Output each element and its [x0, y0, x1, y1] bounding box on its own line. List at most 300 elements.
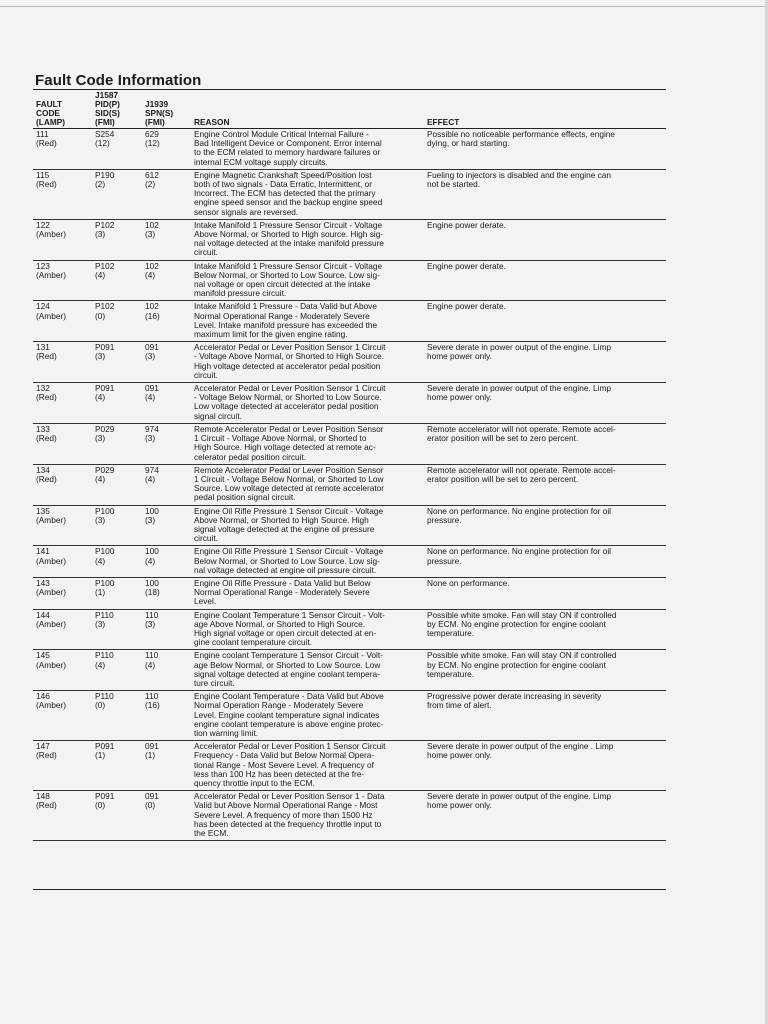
table-row — [33, 129, 666, 170]
reason-line: Accelerator Pedal or Lever Position Sensor 1 Circuit — [194, 342, 386, 353]
reason-line: Below Normal, or Shorted to Low Source. Low sig- — [194, 555, 380, 566]
reason-line: Level. Engine coolant temperature signal indicates — [194, 709, 380, 720]
effect-line: temperature. — [427, 627, 475, 638]
header-line: FAULT — [36, 99, 63, 109]
reason-line: Normal Operational Range - Moderately Severe — [194, 587, 370, 598]
j1587-line: P029 — [95, 423, 115, 434]
reason-line: both of two signals - Data Erratic, Intermittent, or — [194, 179, 372, 190]
fault-code-line: 145 — [36, 650, 50, 661]
header-j1587 — [92, 91, 142, 129]
reason-line: - Voltage Below Normal, or Shorted to Low Source. — [194, 392, 382, 403]
j1939-cell — [142, 577, 191, 609]
reason-line: Engine coolant Temperature 1 Sensor Circuit - Volt- — [194, 650, 383, 661]
fault-code-line: (Amber) — [36, 659, 66, 670]
reason-line: manifold pressure circuit. — [194, 288, 287, 299]
j1587-line: P102 — [95, 219, 115, 230]
j1939-line: 102 — [145, 260, 159, 271]
header-line: (FMI) — [145, 117, 165, 127]
reason-cell — [191, 546, 424, 578]
effect-line: Engine power derate. — [427, 219, 506, 230]
reason-line: Below Normal, or Shorted to Low Source. Low sig- — [194, 269, 380, 280]
j1587-line: (3) — [95, 229, 106, 240]
fault-code-cell — [33, 219, 92, 260]
j1587-line: P102 — [95, 260, 115, 271]
reason-line: engine speed sensor and the backup engine speed — [194, 197, 383, 208]
effect-cell — [424, 383, 666, 424]
header-line: SPN(S) — [145, 108, 174, 118]
fault-code-cell — [33, 741, 92, 791]
fault-code-cell — [33, 546, 92, 578]
reason-line: engine coolant temperature is above engine protec- — [194, 718, 384, 729]
reason-line: Engine Oil Rifle Pressure 1 Sensor Circuit - Voltage — [194, 546, 384, 557]
fault-code-cell — [33, 577, 92, 609]
j1587-cell — [92, 423, 142, 464]
effect-cell — [424, 650, 666, 691]
j1939-line: 612 — [145, 169, 159, 180]
reason-line: 1 Circuit - Voltage Above Normal, or Shorted to — [194, 433, 367, 444]
j1939-cell — [142, 791, 191, 841]
reason-cell — [191, 609, 424, 650]
fault-code-line: (Amber) — [36, 229, 66, 240]
fault-code-line: 122 — [36, 219, 50, 230]
fault-rows — [33, 129, 666, 841]
j1939-line: (3) — [145, 514, 156, 525]
j1587-line: (0) — [95, 310, 106, 321]
j1587-line: P102 — [95, 301, 115, 312]
effect-line: temperature. — [427, 668, 475, 679]
table-row — [33, 505, 666, 546]
effect-line: by ECM. No engine protection for engine coolant — [427, 618, 606, 629]
reason-line: Above Normal, or Shorted to High source. High sig- — [194, 229, 384, 240]
effect-cell — [424, 546, 666, 578]
effect-line: erator position will be set to zero percent. — [427, 433, 579, 444]
reason-line: High Source. High voltage detected at remote ac- — [194, 442, 376, 453]
fault-code-line: 135 — [36, 505, 50, 516]
header-line: (FMI) — [95, 117, 115, 127]
effect-line: Possible no noticeable performance effects, engine — [427, 129, 616, 139]
effect-cell — [424, 301, 666, 342]
header-fault-code — [33, 91, 92, 129]
effect-line: None on performance. No engine protection for oil — [427, 546, 612, 557]
table-row — [33, 169, 666, 219]
j1587-line: P029 — [95, 464, 115, 475]
effect-line: Possible white smoke. Fan will stay ON if controlled — [427, 609, 617, 620]
j1587-line: (1) — [95, 587, 106, 598]
reason-line: circuit. — [194, 247, 218, 258]
reason-cell — [191, 219, 424, 260]
j1939-cell — [142, 301, 191, 342]
j1587-line: (3) — [95, 351, 106, 362]
reason-line: Engine Magnetic Crankshaft Speed/Position lost — [194, 169, 372, 180]
bottom-rule — [33, 889, 666, 890]
j1587-line: P110 — [95, 650, 114, 661]
fault-code-line: 134 — [36, 464, 50, 475]
table-row — [33, 546, 666, 578]
fault-code-line: 123 — [36, 260, 50, 271]
effect-line: by ECM. No engine protection for engine coolant — [427, 659, 606, 670]
reason-line: maximum limit for the given engine rating. — [194, 329, 348, 340]
fault-code-cell — [33, 609, 92, 650]
fault-code-line: (Amber) — [36, 310, 66, 321]
header-line: (LAMP) — [36, 117, 66, 127]
fault-code-table — [33, 91, 666, 841]
fault-code-cell — [33, 505, 92, 546]
j1587-cell — [92, 342, 142, 383]
effect-cell — [424, 260, 666, 301]
reason-line: quency throttle input to the ECM. — [194, 778, 315, 788]
fault-code-cell — [33, 342, 92, 383]
reason-cell — [191, 650, 424, 691]
effect-line: home power only. — [427, 750, 492, 761]
header-reason — [191, 91, 424, 129]
effect-cell — [424, 577, 666, 609]
table-row — [33, 383, 666, 424]
j1939-line: (4) — [145, 392, 156, 403]
fault-code-line: 141 — [36, 546, 50, 557]
header-line: J1587 — [95, 90, 119, 100]
j1939-cell — [142, 650, 191, 691]
reason-cell — [191, 260, 424, 301]
reason-cell — [191, 791, 424, 841]
fault-code-line: (Red) — [36, 179, 57, 190]
reason-cell — [191, 691, 424, 741]
reason-cell — [191, 741, 424, 791]
reason-line: celerator pedal position circuit. — [194, 451, 307, 462]
reason-line: sensor signals are reversed. — [194, 206, 299, 217]
reason-line: Frequency - Data Valid but Below Normal Opera- — [194, 750, 375, 761]
reason-line: nal voltage or open circuit detected at the intake — [194, 279, 371, 290]
reason-line: Remote Accelerator Pedal or Lever Position Sensor — [194, 464, 384, 475]
reason-line: signal circuit. — [194, 410, 242, 421]
j1587-cell — [92, 741, 142, 791]
j1587-cell — [92, 169, 142, 219]
reason-cell — [191, 383, 424, 424]
reason-line: - Voltage Above Normal, or Shorted to High Source. — [194, 351, 385, 362]
j1587-cell — [92, 546, 142, 578]
effect-line: from time of alert. — [427, 700, 492, 711]
fault-code-cell — [33, 169, 92, 219]
j1587-line: P091 — [95, 791, 115, 802]
j1939-line: 974 — [145, 423, 159, 434]
j1939-line: (16) — [145, 700, 160, 711]
effect-cell — [424, 741, 666, 791]
j1587-line: (1) — [95, 750, 106, 761]
reason-line: Engine Coolant Temperature - Data Valid but Above — [194, 691, 384, 702]
reason-line: to the ECM related to memory hardware failures or — [194, 147, 381, 158]
j1939-line: (1) — [145, 750, 156, 761]
j1587-cell — [92, 129, 142, 170]
fault-code-line: (Red) — [36, 138, 57, 149]
reason-line: Engine Control Module Critical Internal Failure - — [194, 129, 369, 139]
effect-line: Severe derate in power output of the engine. Limp — [427, 383, 612, 394]
table-row — [33, 464, 666, 505]
reason-line: tional Range - Most Severe Level. A frequency of — [194, 759, 374, 770]
j1587-line: P100 — [95, 505, 115, 516]
reason-line: signal voltage detected at the engine oil pressure — [194, 523, 375, 534]
effect-cell — [424, 505, 666, 546]
reason-line: age Above Normal, or Shorted to High Source. — [194, 618, 366, 629]
effect-line: Remote accelerator will not operate. Remote accel- — [427, 423, 616, 434]
j1939-line: 974 — [145, 464, 159, 475]
fault-code-line: (Amber) — [36, 618, 66, 629]
reason-cell — [191, 577, 424, 609]
effect-cell — [424, 169, 666, 219]
j1587-line: P091 — [95, 741, 115, 752]
table-row — [33, 791, 666, 841]
effect-line: home power only. — [427, 351, 492, 362]
fault-code-line: 143 — [36, 577, 50, 588]
reason-cell — [191, 423, 424, 464]
j1587-cell — [92, 577, 142, 609]
j1939-cell — [142, 691, 191, 741]
reason-line: Bad Intelligent Device or Component. Error internal — [194, 138, 382, 149]
reason-cell — [191, 301, 424, 342]
effect-line: Severe derate in power output of the engine . Limp — [427, 741, 614, 752]
table-row — [33, 609, 666, 650]
effect-cell — [424, 342, 666, 383]
table-row — [33, 741, 666, 791]
fault-code-line: 111 — [36, 129, 49, 139]
j1587-line: P091 — [95, 342, 115, 353]
fault-code-cell — [33, 650, 92, 691]
effect-cell — [424, 423, 666, 464]
fault-code-line: (Amber) — [36, 700, 66, 711]
reason-cell — [191, 342, 424, 383]
reason-line: High signal voltage or open circuit detected at en- — [194, 627, 377, 638]
j1939-cell — [142, 169, 191, 219]
reason-line: has been detected at the frequency throttle input to — [194, 818, 382, 829]
j1939-cell — [142, 342, 191, 383]
j1939-line: (4) — [145, 473, 156, 484]
j1939-line: (4) — [145, 269, 156, 280]
effect-cell — [424, 791, 666, 841]
j1587-cell — [92, 691, 142, 741]
fault-code-line: 148 — [36, 791, 50, 802]
effect-cell — [424, 691, 666, 741]
effect-line: pressure. — [427, 555, 462, 566]
effect-cell — [424, 464, 666, 505]
reason-line: 1 Circuit - Voltage Below Normal, or Shorted to Low — [194, 473, 384, 484]
reason-line: Remote Accelerator Pedal or Lever Position Sensor — [194, 423, 384, 434]
fault-code-line: (Amber) — [36, 587, 66, 598]
reason-line: Normal Operation Range - Moderately Severe — [194, 700, 364, 711]
effect-line: home power only. — [427, 800, 492, 811]
reason-line: the ECM. — [194, 828, 229, 839]
effect-line: Severe derate in power output of the engine. Limp — [427, 342, 612, 353]
reason-line: Engine Oil Rifle Pressure 1 Sensor Circuit - Voltage — [194, 505, 384, 516]
effect-line: Progressive power derate increasing in severity — [427, 691, 602, 702]
j1587-cell — [92, 791, 142, 841]
j1939-line: (2) — [145, 179, 156, 190]
j1587-line: (3) — [95, 618, 106, 629]
fault-code-line: (Red) — [36, 392, 57, 403]
header-line: CODE — [36, 108, 60, 118]
fault-code-line: (Red) — [36, 473, 57, 484]
j1587-cell — [92, 650, 142, 691]
reason-line: Accelerator Pedal or Lever Position Sensor 1 - Data — [194, 791, 385, 802]
j1587-line: P091 — [95, 383, 115, 394]
j1939-cell — [142, 129, 191, 170]
reason-line: Incorrect. The ECM has detected that the primary — [194, 188, 376, 199]
reason-line: tion warning limit. — [194, 727, 259, 738]
j1939-line: 110 — [145, 609, 159, 620]
j1587-line: S254 — [95, 129, 115, 139]
reason-line: Normal Operational Range - Moderately Severe — [194, 310, 370, 321]
table-header-row — [33, 91, 666, 129]
fault-code-line: (Red) — [36, 433, 57, 444]
j1587-line: (2) — [95, 179, 106, 190]
effect-line: Severe derate in power output of the engine. Limp — [427, 791, 612, 802]
scan-edge-top — [0, 0, 768, 7]
reason-line: circuit. — [194, 369, 218, 380]
header-line: J1939 — [145, 99, 169, 109]
j1939-cell — [142, 260, 191, 301]
j1939-cell — [142, 219, 191, 260]
effect-line: Remote accelerator will not operate. Remote accel- — [427, 464, 616, 475]
reason-line: Accelerator Pedal or Lever Position Sensor 1 Circuit — [194, 383, 386, 394]
effect-line: erator position will be set to zero percent. — [427, 473, 579, 484]
j1587-line: (3) — [95, 514, 106, 525]
j1939-line: 629 — [145, 129, 159, 139]
reason-line: ture circuit. — [194, 677, 235, 688]
reason-line: signal voltage detected at engine coolant tempera- — [194, 668, 380, 679]
fault-code-line: (Amber) — [36, 514, 66, 525]
j1939-line: (0) — [145, 800, 156, 811]
j1587-line: (4) — [95, 473, 106, 484]
j1939-line: (16) — [145, 310, 160, 321]
fault-code-line: 131 — [36, 342, 50, 353]
reason-cell — [191, 464, 424, 505]
j1939-line: (3) — [145, 433, 156, 444]
j1939-line: 110 — [145, 650, 159, 661]
j1939-line: 110 — [145, 691, 159, 702]
reason-cell — [191, 129, 424, 170]
header-line: SID(S) — [95, 108, 120, 118]
j1587-line: (12) — [95, 138, 110, 149]
j1939-cell — [142, 505, 191, 546]
j1939-line: 091 — [145, 741, 159, 752]
j1939-line: (4) — [145, 555, 156, 566]
effect-line: None on performance. No engine protection for oil — [427, 505, 612, 516]
table-row — [33, 342, 666, 383]
header-effect — [424, 91, 666, 129]
fault-code-line: 144 — [36, 609, 50, 620]
fault-code-line: 115 — [36, 169, 50, 180]
j1939-line: (4) — [145, 659, 156, 670]
reason-line: Level. — [194, 596, 217, 607]
j1587-cell — [92, 260, 142, 301]
title-rule — [33, 89, 666, 90]
page-title: Fault Code Information — [35, 72, 202, 89]
j1939-line: 100 — [145, 546, 159, 557]
reason-line: Engine Coolant Temperature 1 Sensor Circuit - Volt- — [194, 609, 385, 620]
fault-code-cell — [33, 791, 92, 841]
reason-line: Intake Manifold 1 Pressure Sensor Circuit - Voltage — [194, 219, 383, 230]
fault-code-line: 133 — [36, 423, 50, 434]
fault-code-line: (Red) — [36, 351, 57, 362]
effect-line: Engine power derate. — [427, 260, 506, 271]
fault-code-cell — [33, 301, 92, 342]
j1939-line: (3) — [145, 618, 156, 629]
fault-code-cell — [33, 383, 92, 424]
j1587-line: P100 — [95, 577, 115, 588]
reason-line: High voltage detected at accelerator pedal position — [194, 360, 381, 371]
table-row — [33, 577, 666, 609]
j1939-line: (3) — [145, 229, 156, 240]
j1939-cell — [142, 423, 191, 464]
fault-code-line: 132 — [36, 383, 50, 394]
j1939-line: 100 — [145, 505, 159, 516]
fault-code-cell — [33, 464, 92, 505]
j1939-line: (3) — [145, 351, 156, 362]
j1587-line: (4) — [95, 659, 106, 670]
reason-line: Source. Low voltage detected at remote accelerator — [194, 483, 385, 494]
reason-line: age Below Normal, or Shorted to Low Source. Low — [194, 659, 381, 670]
reason-line: Level. Intake manifold pressure has exceeded the — [194, 319, 378, 330]
j1587-cell — [92, 505, 142, 546]
header-line: PID(P) — [95, 99, 120, 109]
reason-line: Valid but Above Normal Operational Range - Most — [194, 800, 378, 811]
fault-code-cell — [33, 423, 92, 464]
effect-line: dying, or hard starting. — [427, 138, 510, 149]
table-row — [33, 650, 666, 691]
j1587-line: (4) — [95, 392, 106, 403]
j1939-line: (12) — [145, 138, 160, 149]
j1587-line: P100 — [95, 546, 115, 557]
j1587-cell — [92, 609, 142, 650]
fault-code-line: 124 — [36, 301, 50, 312]
effect-cell — [424, 129, 666, 170]
j1587-line: (0) — [95, 800, 106, 811]
reason-line: internal ECM voltage supply circuits. — [194, 156, 328, 167]
fault-code-line: (Red) — [36, 750, 57, 761]
j1587-cell — [92, 464, 142, 505]
reason-line: Intake Manifold 1 Pressure - Data Valid but Above — [194, 301, 377, 312]
reason-line: pedal position signal circuit. — [194, 492, 296, 503]
j1587-line: P110 — [95, 691, 114, 702]
j1939-cell — [142, 741, 191, 791]
j1587-line: (4) — [95, 269, 106, 280]
table-row — [33, 301, 666, 342]
j1587-line: (0) — [95, 700, 106, 711]
effect-line: Possible white smoke. Fan will stay ON if controlled — [427, 650, 617, 661]
j1587-cell — [92, 301, 142, 342]
effect-line: home power only. — [427, 392, 492, 403]
effect-line: not be started. — [427, 179, 481, 190]
fault-code-cell — [33, 691, 92, 741]
table-row — [33, 260, 666, 301]
effect-cell — [424, 219, 666, 260]
table-row — [33, 219, 666, 260]
reason-line: nal voltage detected at the intake manifold pressure — [194, 238, 385, 249]
header-line: EFFECT — [427, 117, 460, 127]
effect-line: pressure. — [427, 514, 462, 525]
reason-line: circuit. — [194, 533, 218, 544]
reason-line: Above Normal, or Shorted to High Source. High — [194, 514, 369, 525]
j1939-cell — [142, 383, 191, 424]
j1939-line: 100 — [145, 577, 159, 588]
j1939-cell — [142, 464, 191, 505]
reason-line: Low voltage detected at accelerator pedal position — [194, 401, 379, 412]
reason-line: Severe Level. A frequency of more than 1500 Hz — [194, 809, 373, 820]
reason-line: Engine Oil Rifle Pressure - Data Valid but Below — [194, 577, 371, 588]
header-j1939 — [142, 91, 191, 129]
j1939-line: 091 — [145, 791, 159, 802]
j1939-line: 102 — [145, 301, 159, 312]
effect-line: None on performance. — [427, 577, 510, 588]
reason-cell — [191, 169, 424, 219]
fault-code-line: 146 — [36, 691, 50, 702]
